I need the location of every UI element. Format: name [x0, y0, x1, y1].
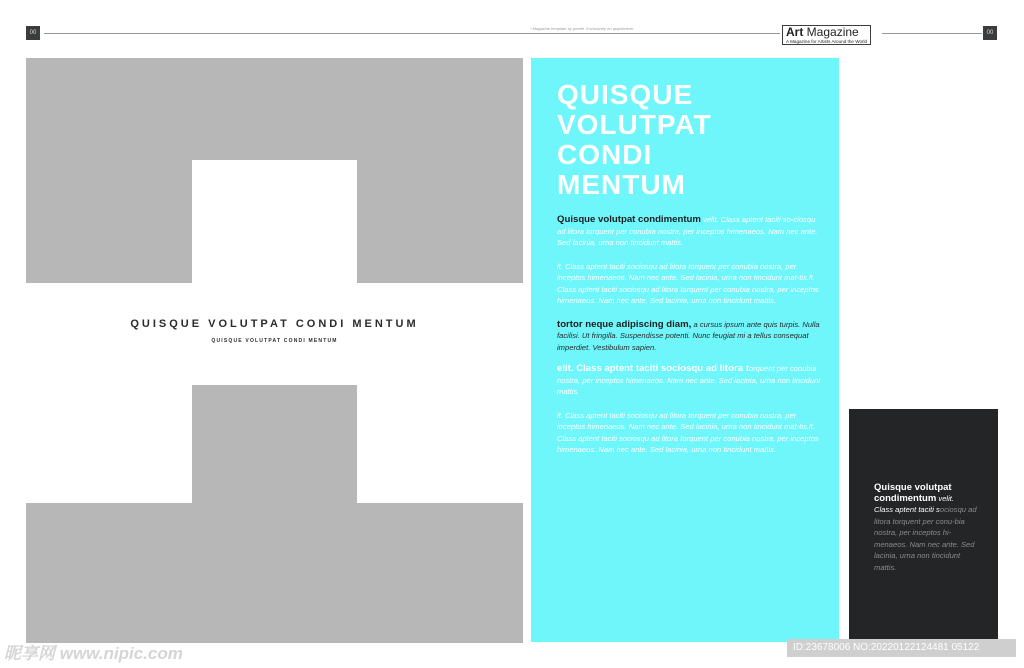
template-credit: * Magazine template by pmeth. Exclusively on graphicriver: [530, 26, 634, 31]
article-headline-line-1: QUISQUE: [557, 79, 694, 110]
watermark-id: ID:23678006 NO:20220122124481 05122: [787, 639, 1016, 657]
logo-subtitle: A Magazine for Artists Around the World: [786, 39, 868, 44]
image-placeholder-bottom: [26, 503, 523, 643]
article-paragraph-4: elit. Class aptent taciti sociosqu ad litora torquent per conubia nostra, per inceptos himenaeos. Nam nec ante. Sed lacinia, urna non tincidunt mattis.: [557, 363, 821, 396]
image-placeholder-top-cutout: [192, 160, 357, 283]
caption-title: QUISQUE VOLUTPAT CONDI MENTUM: [130, 318, 419, 330]
caption-subtitle: QUISQUE VOLUTPAT CONDI MENTUM: [211, 338, 338, 344]
article-paragraph-3: tortor neque adipiscing diam, a cursus ipsum ante quis turpis. Nulla facilisi. Ut fringilla. Suspendisse potenti. Nunc feugiat mi a tellus consequat imperdiet. Vestibulum sapien.: [557, 318, 820, 352]
image-placeholder-bottom-upper: [192, 385, 357, 505]
header-rule: [44, 33, 780, 34]
page-number-left: 00: [26, 26, 40, 40]
article-paragraph-1: Quisque volutpat condimentum velit. Class aptent taciti so-ciosqu ad litora torquent per conubia nostra, per inceptos himenaeos. Nam nec ante. Sed lacinia, urna non tincidunt mattis.: [557, 214, 818, 247]
article-paragraph-5: lt. Class aptent taciti sociosqu ad litora torquent per conubia nostra, per inceptos himenaeos. Nam nec ante. Sed lacinia, urna non tincidunt mat-tis.lt. Class aptent taciti sociosqu ad litora torquent per conubia nostra, per inceptos himenaeos. Nam nec ante. Sed lacinia, urna non tincidunt mattis.: [557, 410, 819, 454]
article-headline-line-3: CONDI: [557, 139, 653, 170]
sidebar-title: Quisque volutpat condimentum velit.: [874, 482, 955, 504]
article-headline-line-2: VOLUTPAT: [557, 109, 712, 140]
magazine-logo: [782, 25, 871, 45]
article-content: [557, 80, 822, 456]
header-rule-right: [882, 33, 982, 34]
article-headline-line-4: MENTUM: [557, 169, 686, 200]
page-number-right: 00: [983, 26, 997, 40]
sidebar-text: Class aptent taciti sociosqu ad litora torquent per conu-bia nostra, per inceptos hi-menaeos. Nam nec ante. Sed lacinia, urna non tincidunt mattis.: [874, 505, 977, 572]
watermark-logo: 昵享网 www.nipic.com: [4, 644, 183, 663]
article-paragraph-2: lt. Class aptent taciti sociosqu ad litora torquent per conubia nostra, per inceptos himenaeos. Nam nec ante. Sed lacinia, urna non tincidunt mat-tis.lt. Class aptent taciti sociosqu ad litora torquent per conubia nostra, per inceptos himenaeos. Nam nec ante. Sed lacinia, urna non tincidunt mattis.: [557, 261, 819, 305]
logo-title: Art Magazine: [786, 25, 859, 39]
sidebar-content: [874, 482, 982, 573]
